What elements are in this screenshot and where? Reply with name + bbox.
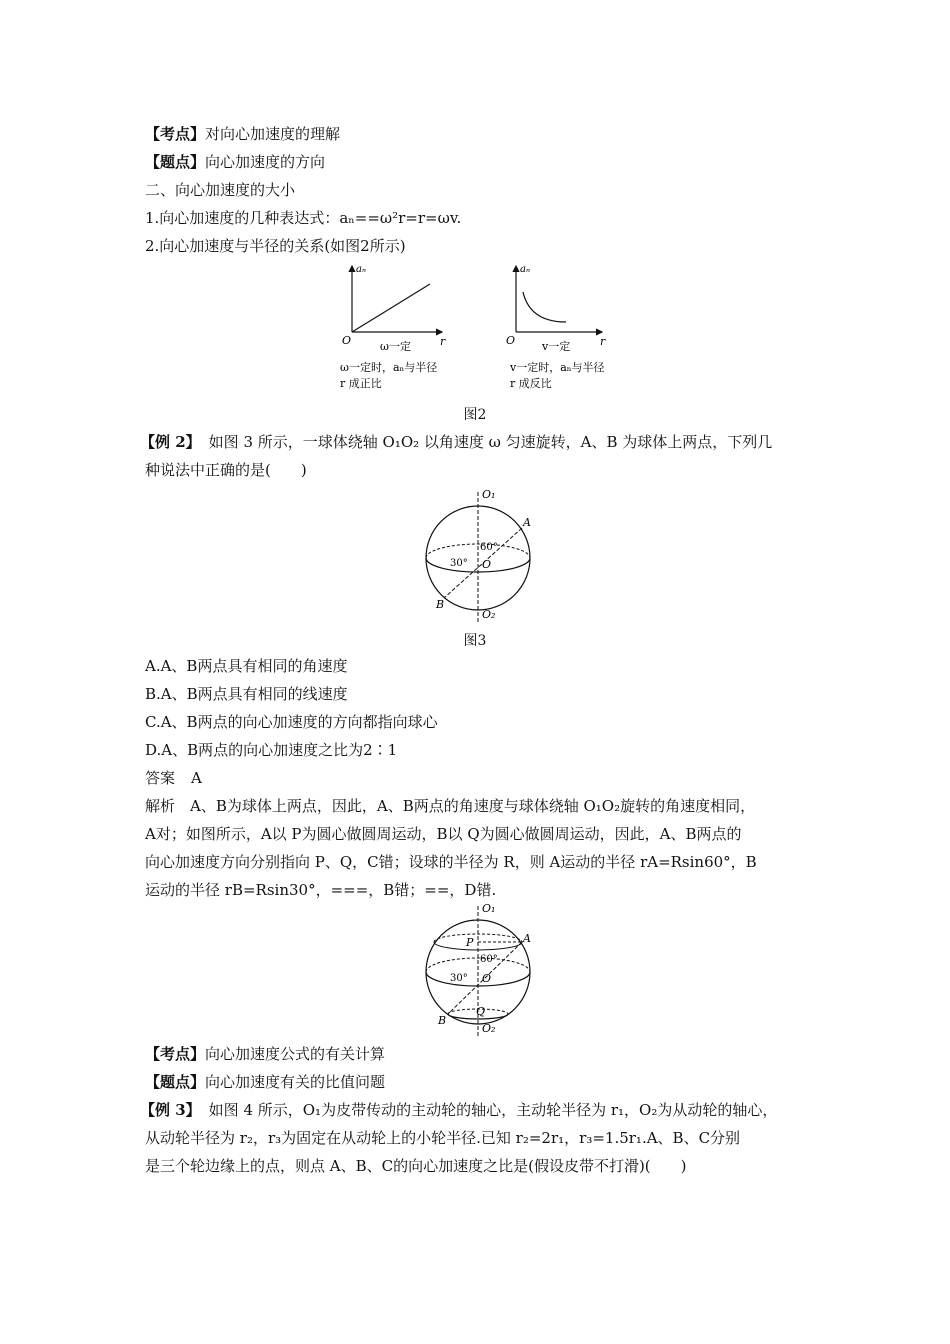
left-origin-label: O: [342, 334, 352, 347]
label-o: O: [482, 558, 492, 571]
left-caption-2: r 成正比: [340, 377, 382, 390]
angle-60: 60°: [480, 542, 498, 553]
relation-line: 2.向心加速度与半径的关系(如图2所示): [145, 237, 406, 255]
kaodian-text: 对向心加速度的理解: [205, 125, 341, 143]
example-2-text-1: 如图 3 所示，一球体绕轴 O₁O₂ 以角速度 ω 匀速旋转，A、B 为球体上两点，下列几: [208, 433, 773, 451]
analysis-line-2: A对；如图所示，A以 P为圆心做圆周运动，B以 Q为圆心做圆周运动，因此，A、B两点的: [145, 825, 742, 843]
example-2-line-2: 种说法中正确的是( ): [145, 461, 307, 479]
right-caption-2: r 成反比: [510, 377, 552, 390]
right-axis-y-label: aₙ: [520, 264, 531, 275]
right-graph-label: v一定: [542, 340, 571, 353]
left-caption-1: ω一定时，aₙ与半径: [340, 361, 438, 374]
figure-3: [410, 486, 550, 626]
option-b: B.A、B两点具有相同的线速度: [145, 685, 348, 703]
label-o2: O₂: [482, 1022, 496, 1035]
tidian-text: 向心加速度的方向: [205, 153, 326, 171]
right-inverse-curve: [523, 292, 566, 322]
kaodian-tag-2: 【考点】: [145, 1045, 206, 1063]
example-3-text-1: 如图 4 所示，O₁为皮带传动的主动轮的轴心，主动轮半径为 r₁，O₂为从动轮的轴心，: [208, 1101, 778, 1119]
left-proportional-line: [352, 284, 430, 332]
angle-30: 30°: [450, 973, 468, 984]
label-a: A: [523, 932, 531, 945]
option-d: D.A、B两点的向心加速度之比为2∶1: [145, 741, 398, 759]
analysis-figure: [410, 902, 550, 1038]
tidian-line: [145, 152, 325, 172]
option-c: C.A、B两点的向心加速度的方向都指向球心: [145, 713, 438, 731]
angle-30: 30°: [450, 558, 468, 569]
option-a: A.A、B两点具有相同的角速度: [145, 657, 348, 675]
example-3-line-2: 从动轮半径为 r₂，r₃为固定在从动轮上的小轮半径.已知 r₂=2r₁，r₃=1.5r₁.A、B、C分别: [145, 1129, 741, 1147]
label-o2: O₂: [482, 608, 496, 621]
tidian-tag: 【题点】: [145, 153, 206, 171]
left-axis-y-label: aₙ: [356, 264, 367, 275]
example-3-line-3: 是三个轮边缘上的点，则点 A、B、C的向心加速度之比是(假设皮带不打滑)( ): [145, 1157, 687, 1175]
label-b: B: [438, 1014, 447, 1027]
label-a: A: [523, 516, 531, 529]
label-p: P: [466, 936, 474, 949]
answer-line: [145, 768, 202, 788]
example-3-tag: 【例 3】: [140, 1101, 201, 1119]
analysis-line-3: 向心加速度方向分别指向 P、Q，C错；设球的半径为 R，则 A运动的半径 rA=Rsin60°，B: [145, 853, 757, 871]
kaodian-line-2: [145, 1044, 385, 1064]
left-graph-label: ω一定: [380, 340, 411, 353]
label-o1: O₁: [482, 488, 496, 501]
tidian-tag-2: 【题点】: [145, 1073, 206, 1091]
kaodian-tag: 【考点】: [145, 125, 206, 143]
answer-value: A: [191, 769, 202, 787]
left-axis-x-label: r: [440, 335, 446, 348]
example-3-line-1: [140, 1100, 777, 1120]
tidian-text-2: 向心加速度有关的比值问题: [205, 1073, 386, 1091]
kaodian-text-2: 向心加速度公式的有关计算: [205, 1045, 386, 1063]
kaodian-line: [145, 124, 340, 144]
example-2-tag: 【例 2】: [140, 433, 201, 451]
section-heading: 二、向心加速度的大小: [145, 181, 296, 199]
answer-label: 答案: [145, 769, 176, 787]
label-b: B: [436, 598, 445, 611]
right-axis-x-label: r: [600, 335, 606, 348]
analysis-line-1: 解析 A、B为球体上两点，因此，A、B两点的角速度与球体绕轴 O₁O₂旋转的角速度相同，: [145, 797, 756, 815]
analysis-line-4: 运动的半径 rB=Rsin30°，===，B错；==，D错.: [145, 881, 497, 899]
right-caption-1: v一定时，aₙ与半径: [510, 361, 605, 374]
label-o1: O₁: [482, 902, 496, 915]
right-origin-label: O: [506, 334, 516, 347]
figure-3-caption: 图3: [463, 633, 487, 649]
figure-2: [330, 258, 630, 398]
figure-2-caption: 图2: [463, 407, 487, 423]
formula-line: 1.向心加速度的几种表达式：aₙ==ω²r=r=ωv.: [145, 209, 462, 227]
angle-60: 60°: [480, 954, 498, 965]
label-o: O: [482, 972, 492, 985]
label-q: Q: [476, 1005, 486, 1018]
example-2-line-1: [140, 432, 772, 452]
tidian-line-2: [145, 1072, 385, 1092]
